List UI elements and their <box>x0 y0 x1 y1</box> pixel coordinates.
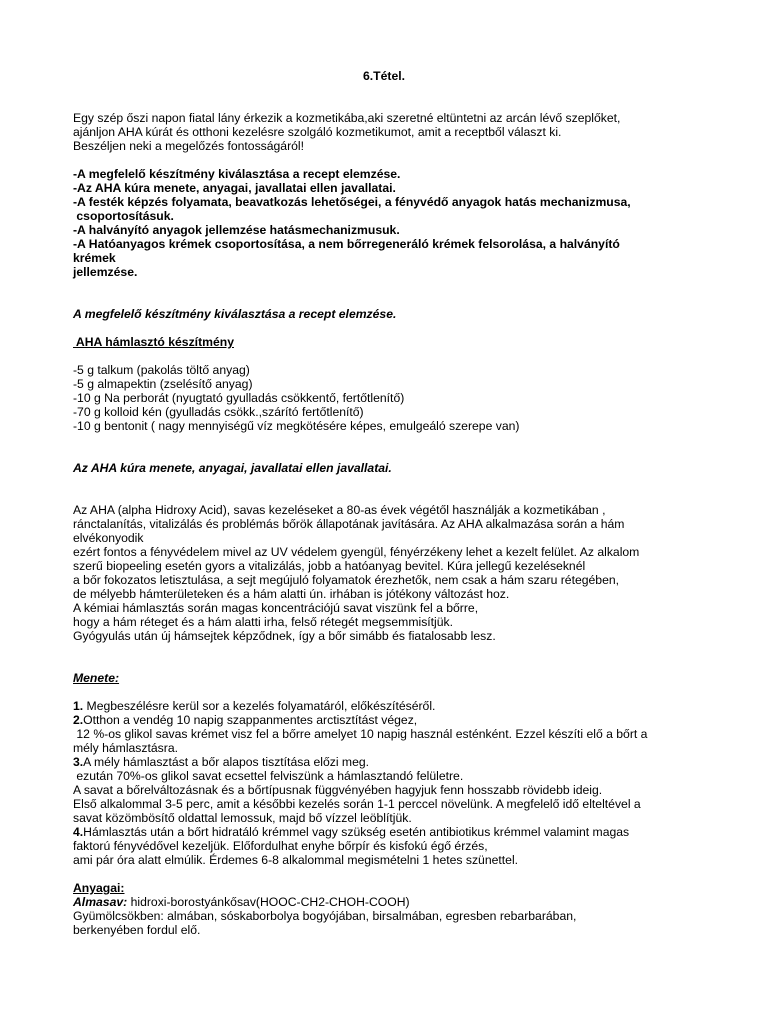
step-text: mély hámlasztásra. <box>73 741 178 755</box>
step-line <box>73 769 463 783</box>
step-number: 4. <box>73 825 84 839</box>
paragraph-line: Gyógyulás után új hámsejtek képződnek, így a bőr simább és fiatalosabb lesz. <box>73 629 496 643</box>
task-line: -A Hatóanyagos krémek csoportosítása, a nem bőrregeneráló krémek felsorolása, a halványító <box>73 237 620 251</box>
step-text: Otthon a vendég 10 napig szappanmentes arctisztítást végez, <box>83 713 418 727</box>
paragraph-line: ránctalanítás, vitalizálás és problémás bőrök állapotának javítására. Az AHA alkalmazása során a hám <box>73 517 625 531</box>
anyagai-line: berkenyében fordul elő. <box>73 923 201 937</box>
almasav-text: hidroxi-borostyánkősav(HOOC-CH2-CHOH-COOH) <box>127 895 410 909</box>
paragraph-line: hogy a hám réteget és a hám alatti irha, felső rétegét megsemmisítjük. <box>73 615 454 629</box>
step-line <box>73 783 602 797</box>
step-line <box>73 811 412 825</box>
section-heading-recipe: A megfelelő készítmény kiválasztása a recept elemzése. <box>73 307 397 321</box>
paragraph-line: elvékonyodik <box>73 531 144 545</box>
almasav-line <box>73 895 410 909</box>
step-line <box>73 853 518 867</box>
step-line <box>73 699 435 713</box>
task-line: -Az AHA kúra menete, anyagai, javallatai ellen javallatai. <box>73 181 396 195</box>
step-line <box>73 755 369 769</box>
step-number: 3. <box>73 755 84 769</box>
step-text: A savat a bőrelváltozásnak és a bőrtípusnak függvényében hagyjuk fenn hosszabb rövidebb ideig. <box>73 783 603 797</box>
ingredient-item: -5 g almapektin (zselésítő anyag) <box>73 377 253 391</box>
paragraph-line: szerű biopeeling esetén gyors a vitalizálás, jobb a hatóanyag bevitel. Kúra jellegű kezeléseknél <box>73 559 586 573</box>
paragraph-line: ezért fontos a fényvédelem mivel az UV védelem gyengül, fényérzékeny lehet a kezelt felület. Az alkalom <box>73 545 640 559</box>
step-line <box>73 839 488 853</box>
step-text: A mély hámlasztást a bőr alapos tisztítása előzi meg. <box>83 755 370 769</box>
step-line <box>73 727 647 741</box>
paragraph-line: Az AHA (alpha Hidroxy Acid), savas kezeléseket a 80-as évek végétől használják a kozmetikában , <box>73 503 606 517</box>
step-text: ezután 70%-os glikol savat ecsettel felviszünk a hámlasztandó felületre. <box>73 769 464 783</box>
step-number: 2. <box>73 713 84 727</box>
almasav-label: Almasav: <box>73 895 128 909</box>
step-text: 12 %-os glikol savas krémet visz fel a bőrre amelyet 10 napig használ esténként. Ezzel készíti elő a bőrt a <box>73 727 648 741</box>
step-line <box>73 713 417 727</box>
intro-line: ajánljon AHA kúrát és otthoni kezelésre szolgáló kozmetikumot, amit a receptből választ ki. <box>73 125 562 139</box>
ingredient-item: -5 g talkum (pakolás töltő anyag) <box>73 363 250 377</box>
step-line <box>73 825 629 839</box>
intro-line: Beszéljen neki a megelőzés fontosságáról! <box>73 139 305 153</box>
paragraph-line: A kémiai hámlasztás során magas koncentrációjú savat viszünk fel a bőrre, <box>73 601 479 615</box>
task-line: -A festék képzés folyamata, beavatkozás lehetőségei, a fényvédő anyagok hatás mechanizmusa, <box>73 195 631 209</box>
step-text: Hámlasztás után a bőrt hidratáló krémmel vagy szükség esetén antibiotikus krémmel valamint magas <box>83 825 630 839</box>
paragraph-line: de mélyebb hámterületeken és a hám alatti ún. irhában is jótékony változást hoz. <box>73 587 510 601</box>
step-text: ami pár óra alatt elmúlik. Érdemes 6-8 alkalommal megismételni 1 hetes szünettel. <box>73 853 519 867</box>
task-line: -A megfelelő készítmény kiválasztása a recept elemzése. <box>73 167 401 181</box>
task-line: jellemzése. <box>73 265 138 279</box>
step-text: faktorú fényvédővel kezeljük. Előfordulhat enyhe bőrpír és kisfokú égő érzés, <box>73 839 488 853</box>
ingredient-item: -10 g bentonit ( nagy mennyiségű víz megkötésére képes, emulgeáló szerepe van) <box>73 419 520 433</box>
step-text: Első alkalommal 3-5 perc, amit a későbbi kezelés során 1-1 perccel növelünk. A megfelelő idő elteltével a <box>73 797 641 811</box>
section-heading-menete: Menete: <box>73 671 120 685</box>
step-number: 1. <box>73 699 84 713</box>
ingredient-item: -10 g Na perborát (nyugtató gyulladás csökkentő, fertőtlenítő) <box>73 391 405 405</box>
step-line <box>73 797 641 811</box>
paragraph-line: a bőr fokozatos letisztulása, a sejt megújuló folyamatok érezhetők, nem csak a hám szaru rétegében, <box>73 573 620 587</box>
recipe-subheading: AHA hámlasztó készítmény <box>73 335 234 349</box>
step-line <box>73 741 178 755</box>
ingredient-item: -70 g kolloid kén (gyulladás csökk.,szárító fertőtlenítő) <box>73 405 364 419</box>
step-text: savat közömbösítő oldattal lemossuk, majd bő vízzel leöblítjük. <box>73 811 412 825</box>
step-text: Megbeszélésre kerül sor a kezelés folyamatáról, előkészítéséről. <box>83 699 436 713</box>
anyagai-line: Gyümölcsökben: almában, sóskaborbolya bogyójában, birsalmában, egresben rebarbarában, <box>73 909 577 923</box>
task-line: krémek <box>73 251 116 265</box>
page-title: 6.Tétel. <box>363 69 405 83</box>
section-heading-anyagai: Anyagai: <box>73 881 125 895</box>
intro-line: Egy szép őszi napon fiatal lány érkezik a kozmetikába,aki szeretné eltüntetni az arcán lévő szeplőket, <box>73 111 621 125</box>
task-line: csoportosításuk. <box>73 209 174 223</box>
section-heading-aha: Az AHA kúra menete, anyagai, javallatai ellen javallatai. <box>73 461 392 475</box>
task-line: -A halványító anyagok jellemzése hatásmechanizmusuk. <box>73 223 400 237</box>
